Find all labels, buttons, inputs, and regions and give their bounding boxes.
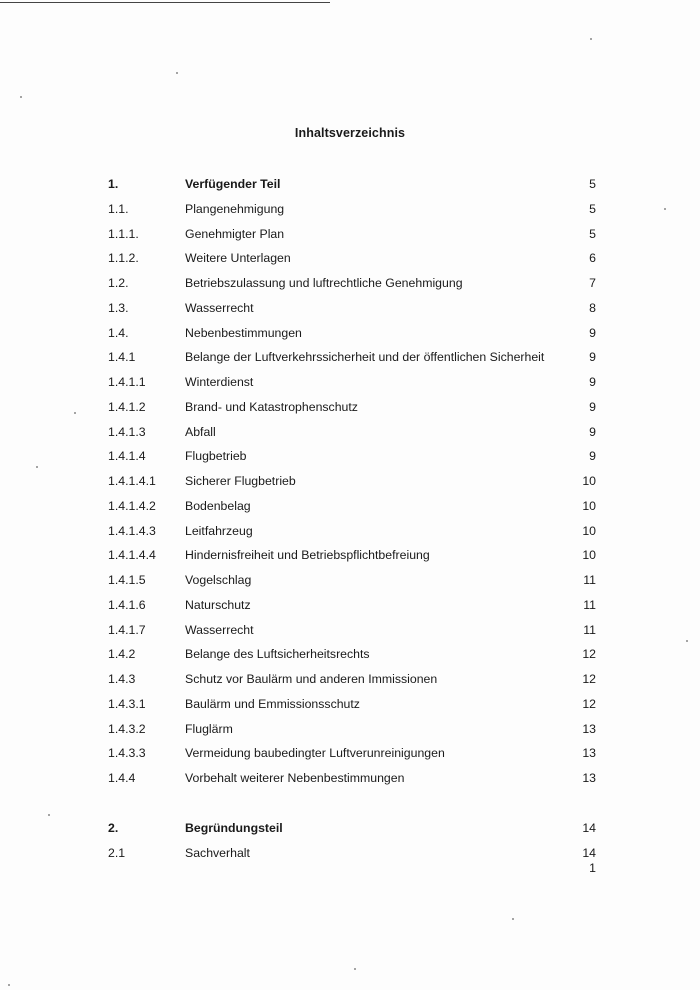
toc-entry-number: 1.1.1. xyxy=(108,226,139,241)
toc-entry xyxy=(0,300,700,316)
toc-entry-label: Verfügender Teil xyxy=(185,177,281,191)
toc-entry-number: 1.4.1.4 xyxy=(108,449,146,464)
toc-entry-number: 1. xyxy=(108,177,119,191)
toc-entry xyxy=(0,671,700,687)
toc-entry-page: 9 xyxy=(589,449,596,464)
toc-entry-page: 9 xyxy=(589,350,596,365)
toc-entry-page: 5 xyxy=(589,201,596,216)
toc-entry-page: 12 xyxy=(582,647,596,662)
toc-entry-number: 1.1. xyxy=(108,201,129,216)
scan-speck xyxy=(74,412,76,414)
toc-entry-number: 1.1.2. xyxy=(108,251,139,266)
toc-entry-page: 14 xyxy=(582,845,596,860)
toc-entry-page: 13 xyxy=(582,771,596,785)
toc-entry-label: Hindernisfreiheit und Betriebspflichtbefreiung xyxy=(185,548,430,563)
scan-speck xyxy=(48,814,50,816)
toc-entry-page: 6 xyxy=(589,251,596,266)
toc-entry-number: 1.4.1.2 xyxy=(108,399,146,414)
toc-entry xyxy=(0,275,700,291)
toc-entry-number: 1.4.1.6 xyxy=(108,597,146,612)
toc-entry xyxy=(0,498,700,514)
toc-entry-page: 11 xyxy=(583,597,596,612)
toc-entry-label: Genehmigter Plan xyxy=(185,226,285,241)
toc-entry-page: 10 xyxy=(582,474,596,488)
toc-entry-number: 1.4. xyxy=(108,325,129,340)
scan-speck xyxy=(20,96,22,98)
toc-entry xyxy=(0,845,700,861)
toc-entry-number: 1.4.3.2 xyxy=(108,721,146,736)
toc-entry-page: 5 xyxy=(589,177,596,191)
toc-entry-label: Vogelschlag xyxy=(185,573,252,587)
toc-entry xyxy=(0,622,700,638)
toc-entry-number: 1.4.1.4.1 xyxy=(108,474,156,488)
toc-entry xyxy=(0,349,700,365)
toc-entry xyxy=(0,399,700,415)
page-number: 1 xyxy=(589,861,596,875)
toc-entry xyxy=(0,226,700,242)
toc-entry-page: 10 xyxy=(582,523,596,538)
toc-entry-label: Vorbehalt weiterer Nebenbestimmungen xyxy=(185,771,405,785)
scan-speck xyxy=(354,968,356,970)
toc-entry-label: Winterdienst xyxy=(185,375,254,389)
toc-entry xyxy=(0,325,700,341)
toc-entry-page: 12 xyxy=(582,672,596,686)
toc-entry-label: Flugbetrieb xyxy=(185,449,247,464)
toc-entry-number: 1.4.3.3 xyxy=(108,746,146,761)
toc-entry-number: 1.4.1.7 xyxy=(108,622,146,637)
toc-entry-label: Nebenbestimmungen xyxy=(185,325,302,340)
toc-entry xyxy=(0,820,700,836)
toc-entry xyxy=(0,547,700,563)
scan-speck xyxy=(176,72,178,74)
toc-entry-number: 1.4.1.5 xyxy=(108,573,146,587)
scan-speck xyxy=(8,984,10,986)
toc-entry-number: 1.4.1.4.3 xyxy=(108,523,156,538)
toc-entry-number: 1.4.1 xyxy=(108,350,136,365)
toc-entry-label: Naturschutz xyxy=(185,597,251,612)
toc-entry xyxy=(0,721,700,737)
top-rule xyxy=(0,2,330,3)
toc-entry-number: 2.1 xyxy=(108,845,126,860)
toc-entry-number: 1.4.1.4.2 xyxy=(108,498,156,513)
toc-entry-label: Wasserrecht xyxy=(185,300,254,315)
toc-entry-page: 9 xyxy=(589,375,596,389)
toc-entry-page: 10 xyxy=(582,498,596,513)
toc-entry xyxy=(0,646,700,662)
toc-entry-label: Brand- und Katastrophenschutz xyxy=(185,399,358,414)
toc-entry-page: 9 xyxy=(589,325,596,340)
toc-entry-page: 10 xyxy=(582,548,596,563)
toc-entry-page: 12 xyxy=(582,696,596,711)
scan-speck xyxy=(590,38,592,40)
toc-entry xyxy=(0,250,700,266)
toc-entry-page: 9 xyxy=(589,424,596,439)
toc-entry-number: 1.4.2 xyxy=(108,647,136,662)
toc-entry-page: 8 xyxy=(589,300,596,315)
toc-entry-label: Fluglärm xyxy=(185,721,233,736)
toc-entry-label: Begründungsteil xyxy=(185,820,283,835)
toc-entry xyxy=(0,770,700,786)
toc-entry-page: 11 xyxy=(583,622,596,637)
toc-entry xyxy=(0,424,700,440)
toc-entry-label: Belange des Luftsicherheitsrechts xyxy=(185,647,370,662)
toc-entry-label: Leitfahrzeug xyxy=(185,523,253,538)
toc-entry xyxy=(0,201,700,217)
page-title: Inhaltsverzeichnis xyxy=(294,126,406,140)
toc-entry-number: 1.2. xyxy=(108,276,129,290)
toc-entry xyxy=(0,473,700,489)
toc-entry-number: 1.4.1.3 xyxy=(108,424,146,439)
toc-entry-label: Sachverhalt xyxy=(185,845,250,860)
scan-speck xyxy=(36,466,38,468)
toc-entry xyxy=(0,696,700,712)
toc-entry-number: 1.4.1.1 xyxy=(108,375,146,389)
toc-entry-label: Schutz vor Baulärm und anderen Immissionen xyxy=(185,672,438,686)
toc-entry-label: Belange der Luftverkehrssicherheit und der öffentlichen Sicherheit xyxy=(185,350,545,365)
toc-entry-page: 13 xyxy=(582,746,596,761)
toc-entry-label: Bodenbelag xyxy=(185,498,251,513)
toc-entry-number: 1.4.1.4.4 xyxy=(108,548,156,563)
toc-entry-label: Abfall xyxy=(185,424,216,439)
toc-entry-page: 9 xyxy=(589,399,596,414)
scan-speck xyxy=(686,640,688,642)
toc-entry xyxy=(0,572,700,588)
toc-entry-label: Sicherer Flugbetrieb xyxy=(185,474,296,488)
toc-entry-number: 1.4.4 xyxy=(108,771,136,785)
toc-entry-label: Weitere Unterlagen xyxy=(185,251,291,266)
toc-entry-label: Betriebszulassung und luftrechtliche Genehmigung xyxy=(185,276,463,290)
toc-entry xyxy=(0,176,700,192)
toc-entry-label: Vermeidung baubedingter Luftverunreinigungen xyxy=(185,746,445,761)
toc-entry-page: 14 xyxy=(582,820,596,835)
toc-entry-page: 5 xyxy=(589,226,596,241)
scan-speck xyxy=(664,208,666,210)
toc-entry-page: 13 xyxy=(582,721,596,736)
toc-entry-page: 11 xyxy=(583,573,596,587)
toc-entry-number: 1.4.3 xyxy=(108,672,136,686)
toc-entry-label: Plangenehmigung xyxy=(185,201,285,216)
toc-entry xyxy=(0,597,700,613)
toc-entry-label: Baulärm und Emmissionsschutz xyxy=(185,696,360,711)
toc-entry-page: 7 xyxy=(589,276,596,290)
toc-entry xyxy=(0,374,700,390)
toc-entry-label: Wasserrecht xyxy=(185,622,254,637)
toc-entry-number: 2. xyxy=(108,820,119,835)
toc-entry xyxy=(0,523,700,539)
scan-speck xyxy=(512,918,514,920)
toc-entry xyxy=(0,448,700,464)
toc-entry xyxy=(0,745,700,761)
toc-entry-number: 1.4.3.1 xyxy=(108,696,146,711)
toc-entry-number: 1.3. xyxy=(108,300,129,315)
